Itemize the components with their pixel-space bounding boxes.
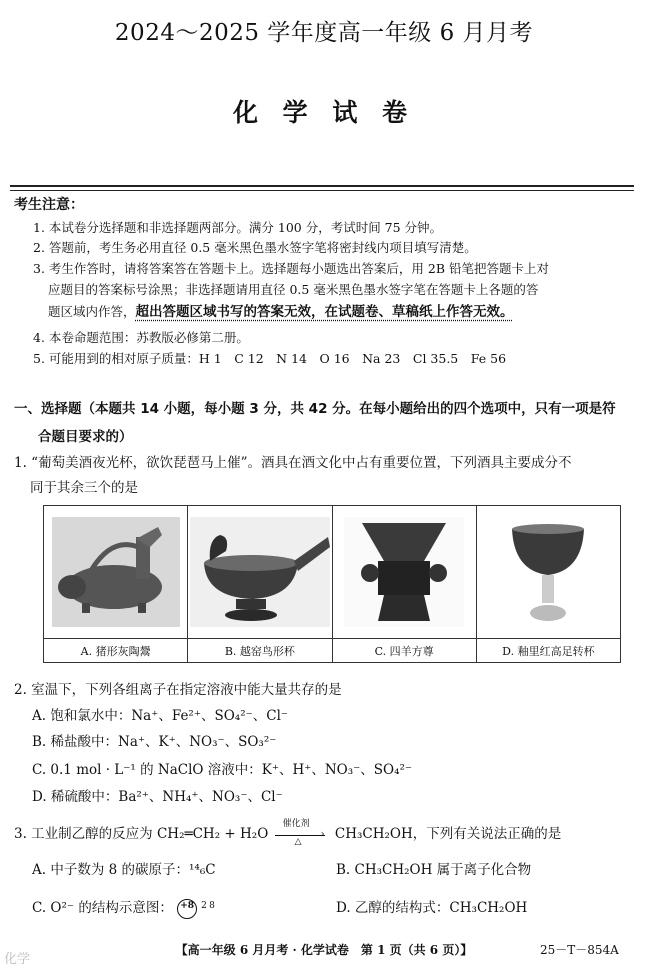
q3-option-c-text: C. O²⁻ 的结构示意图： xyxy=(32,900,173,916)
q3-option-b: B. CH₃CH₂OH 属于离子化合物 xyxy=(336,862,532,878)
heat-symbol: △ xyxy=(294,836,302,847)
notice-emphasis: 超出答题区域书写的答案无效，在试题卷、草稿纸上作答无效。 xyxy=(135,304,514,320)
q1-option-b-label: B. 越窑鸟形杯 xyxy=(224,644,295,658)
notice-item-2: 2. 答题前，考生务必用直径 0.5 毫米黑色墨水签字笔将密封线内项目填写清楚。 xyxy=(33,240,477,255)
shell-2: 8 xyxy=(209,900,215,911)
section-title: 一、选择题（本题共 14 小题，每小题 3 分，共 42 分。在每小题给出的四个选项中，只有一项是符 xyxy=(14,401,616,417)
q3-stem-text: 3. 工业制乙醇的反应为 CH₂═CH₂ + H₂O xyxy=(14,826,269,842)
pig-vessel-image xyxy=(44,506,187,639)
q1-option-d-label: D. 釉里红高足转杯 xyxy=(502,644,595,658)
q3-option-d: D. 乙醇的结构式：CH₃CH₂OH xyxy=(336,900,528,916)
section-title-cont: 合题目要求的） xyxy=(38,429,133,445)
q2-option-c: C. 0.1 mol · L⁻¹ 的 NaClO 溶液中：K⁺、H⁺、NO₃⁻、SO₄²⁻ xyxy=(32,762,413,778)
notice-heading: 考生注意： xyxy=(14,197,84,213)
q1-image-table xyxy=(43,505,621,663)
notice-item-3: 3. 考生作答时，请将答案答在答题卡上。选择题每小题选出答案后，用 2B 铅笔把答题卡上对 xyxy=(33,261,549,276)
watermark: 化学 xyxy=(4,952,31,967)
q1-stem: 1. “葡萄美酒夜光杯，欲饮琵琶马上催”。酒具在酒文化中占有重要位置，下列酒具主要成分不 xyxy=(14,455,572,471)
notice-item-4: 4. 本卷命题范围：苏教版必修第二册。 xyxy=(33,330,249,345)
shell-1: 2 xyxy=(201,900,207,911)
q3-stem-text-2: CH₃CH₂OH，下列有关说法正确的是 xyxy=(334,826,562,842)
subject-title: 化 学 试 卷 xyxy=(232,98,416,127)
notice-item-3-cont: 应题目的答案标号涂黑；非选择题请用直径 0.5 毫米黑色墨水签字笔在答题卡上各题的答 xyxy=(48,282,539,297)
q1-stem-cont: 同于其余三个的是 xyxy=(30,480,138,496)
arrow-line xyxy=(275,835,325,836)
q1-option-d xyxy=(477,506,620,662)
nucleus-charge: +8 xyxy=(180,900,195,911)
q1-option-c xyxy=(333,506,477,662)
catalyst-label: 催化剂 xyxy=(282,818,310,829)
q3-option-a: A. 中子数为 8 的碳原子：¹⁴₆C xyxy=(32,862,216,878)
divider-thin xyxy=(10,190,634,191)
ion-structure-diagram xyxy=(177,898,217,920)
q1-option-b xyxy=(188,506,332,662)
q1-option-a xyxy=(44,506,188,662)
q1-option-a-label: A. 猪形灰陶鬶 xyxy=(80,644,151,658)
notice-item-3-cont2 xyxy=(48,300,514,320)
notice-item-3-text: 题区域内作答， xyxy=(48,304,136,319)
page-footer: 【高一年级 6 月月考 · 化学试卷 第 1 页（共 6 页）】 xyxy=(175,943,473,957)
notice-item-5: 5. 可能用到的相对原子质量：H 1 C 12 N 14 O 16 Na 23 Cl 35.5 Fe 56 xyxy=(33,351,507,366)
q3-option-c xyxy=(32,896,217,920)
exam-title: 2024～2025 学年度高一年级 6 月月考 xyxy=(114,20,534,46)
q1-option-c-label: C. 四羊方尊 xyxy=(374,644,434,658)
paper-code: 25－T－854A xyxy=(540,943,619,957)
q2-option-b: B. 稀盐酸中：Na⁺、K⁺、NO₃⁻、SO₃²⁻ xyxy=(32,734,277,750)
stem-cup-image xyxy=(477,506,620,639)
q2-option-d: D. 稀硫酸中：Ba²⁺、NH₄⁺、NO₃⁻、Cl⁻ xyxy=(32,789,283,805)
q2-stem: 2. 室温下，下列各组离子在指定溶液中能大量共存的是 xyxy=(14,682,342,698)
q3-stem xyxy=(14,818,562,847)
four-ram-zun-image xyxy=(333,506,476,639)
reaction-arrow xyxy=(275,818,329,847)
divider-thick xyxy=(10,185,634,187)
bird-cup-image xyxy=(188,506,331,639)
notice-item-1: 1. 本试卷分选择题和非选择题两部分。满分 100 分，考试时间 75 分钟。 xyxy=(33,220,443,235)
q2-option-a: A. 饱和氯水中：Na⁺、Fe²⁺、SO₄²⁻、Cl⁻ xyxy=(32,708,289,724)
arrow-head: › xyxy=(320,828,325,840)
